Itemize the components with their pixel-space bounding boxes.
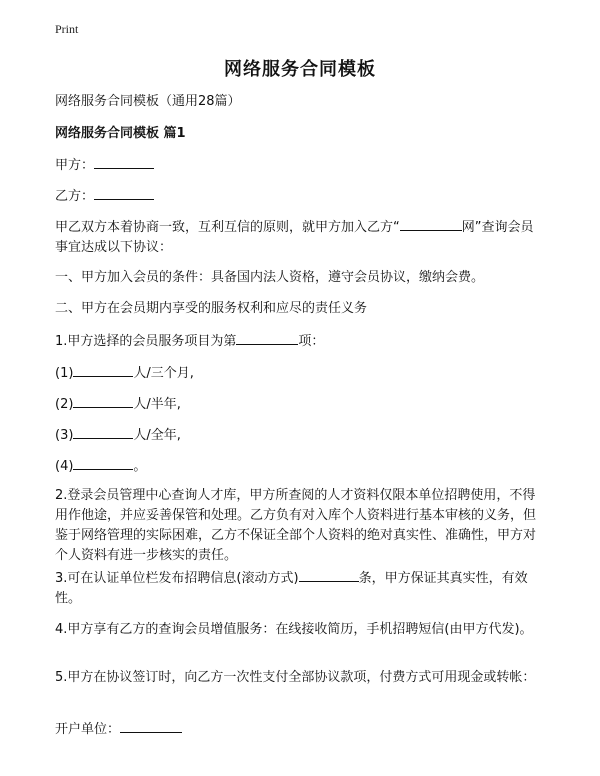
party-a-blank (94, 155, 154, 169)
option-2-blank (73, 394, 133, 408)
option-1-prefix: (1) (55, 366, 74, 381)
clause-1: 一、甲方加入会员的条件：具备国内法人资格，遵守会员协议，缴纳会费。 (55, 270, 485, 285)
item-3 (55, 568, 545, 609)
account-label: 开户单位： (55, 722, 121, 737)
option-1-suffix: 人/三个月, (133, 366, 194, 381)
document-subtitle: 网络服务合同模板（通用28篇） (55, 94, 241, 109)
account-line (55, 719, 545, 740)
item-2: 2.登录会员管理中心查询人才库，甲方所查阅的人才资料仅限本单位招聘使用，不得用作他途，并应妥善保管和处理。乙方负有对入库个人资料进行基本审核的义务，但鉴于网络管理的实际困难，乙方不保证全部个人资料的绝对真实性、准确性，甲方对个人资料有进一步核实的责任。 (55, 488, 537, 563)
option-1 (55, 363, 545, 384)
option-4 (55, 456, 545, 477)
option-1-blank (73, 363, 133, 377)
item-4: 4.甲方享有乙方的查询会员增值服务：在线接收简历，手机招聘短信(由甲方代发)。 (55, 622, 533, 637)
intro-text-1: 甲乙双方本着协商一致，互利互信的原则，就甲方加入乙方“ (55, 220, 400, 235)
option-2-suffix: 人/半年, (133, 397, 181, 412)
option-3-suffix: 人/全年, (133, 428, 181, 443)
option-3 (55, 425, 545, 446)
party-b-line (55, 186, 545, 207)
item-5: 5.甲方在协议签订时，向乙方一次性支付全部协议款项，付费方式可用现金或转帐： (55, 670, 536, 685)
intro-blank (400, 217, 462, 231)
item-1 (55, 331, 545, 352)
document-title: 网络服务合同模板 (224, 59, 376, 80)
party-b-label: 乙方： (55, 189, 95, 204)
print-link[interactable]: Print (55, 22, 79, 36)
item-1-blank (236, 331, 298, 345)
option-2-prefix: (2) (55, 397, 74, 412)
intro-text-2: 网”查询会员事宜达成以下协议： (55, 220, 534, 255)
intro-paragraph (55, 217, 545, 258)
option-3-prefix: (3) (55, 428, 74, 443)
option-4-suffix: 。 (133, 459, 147, 474)
option-4-blank (73, 456, 133, 470)
option-2 (55, 394, 545, 415)
item-3-text-1: 3.可在认证单位栏发布招聘信息(滚动方式) (55, 571, 299, 586)
item-3-blank (299, 568, 359, 582)
account-blank (120, 719, 182, 733)
option-3-blank (73, 425, 133, 439)
item-3-text-2: 条，甲方保证其真实性，有效性。 (55, 571, 528, 606)
item-1-suffix: 项： (298, 334, 325, 349)
clause-2: 二、甲方在会员期内享受的服务权利和应尽的责任义务 (55, 301, 368, 316)
party-a-line (55, 155, 545, 176)
section-heading: 网络服务合同模板 篇1 (55, 126, 186, 141)
party-b-blank (94, 186, 154, 200)
party-a-label: 甲方： (55, 158, 95, 173)
item-1-prefix: 1.甲方选择的会员服务项目为第 (55, 334, 237, 349)
option-4-prefix: (4) (55, 459, 74, 474)
